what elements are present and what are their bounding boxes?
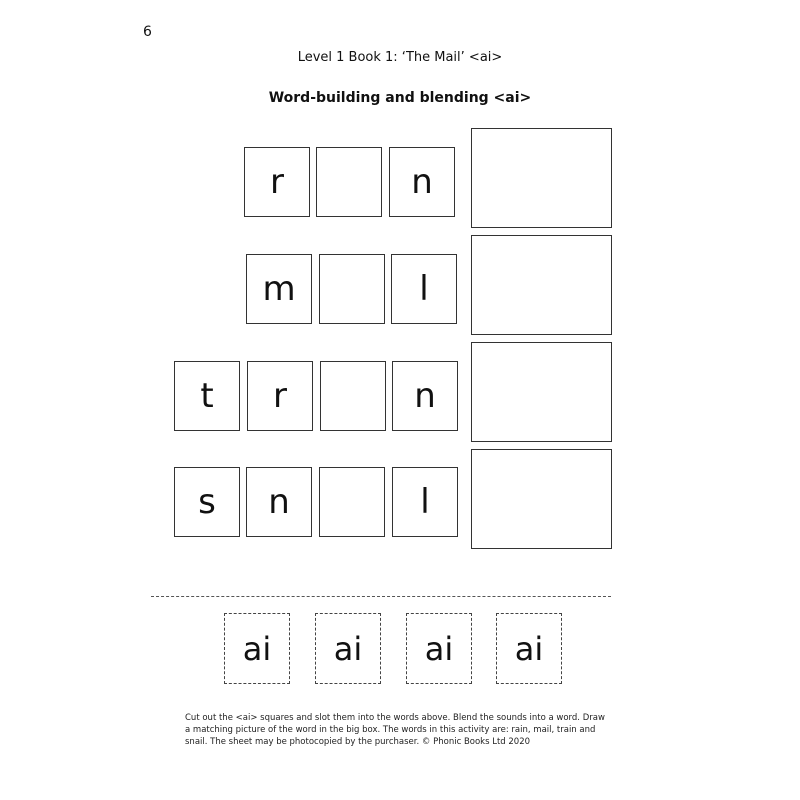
letter-tile: n (389, 147, 455, 217)
book-header: Level 1 Book 1: ‘The Mail’ <ai> (297, 50, 503, 65)
blank-slot (320, 361, 386, 431)
letter-tile: r (244, 147, 310, 217)
blank-slot (319, 254, 385, 324)
instructions-text: Cut out the <ai> squares and slot them into the words above. Blend the sounds into a word. Draw a matching picture of the word in the big box. The words in this activity are: rain, mail, train and snail. The sheet may be photocopied by the purchaser. © Phonic Books Ltd 2020 (185, 713, 605, 747)
letter-tile: t (174, 361, 240, 431)
letter-tile: l (391, 254, 457, 324)
page-number: 6 (143, 24, 152, 40)
letter-tile: n (246, 467, 312, 537)
picture-box (471, 449, 612, 549)
blank-slot (316, 147, 382, 217)
blank-slot (319, 467, 385, 537)
picture-box (471, 128, 612, 228)
picture-box (471, 235, 612, 335)
letter-tile: n (392, 361, 458, 431)
cut-line (151, 596, 611, 597)
letter-tile: l (392, 467, 458, 537)
letter-tile: r (247, 361, 313, 431)
ai-cutout-tile: ai (315, 613, 381, 684)
ai-cutout-tile: ai (496, 613, 562, 684)
ai-cutout-tile: ai (406, 613, 472, 684)
letter-tile: m (246, 254, 312, 324)
letter-tile: s (174, 467, 240, 537)
ai-cutout-tile: ai (224, 613, 290, 684)
picture-box (471, 342, 612, 442)
worksheet-title: Word-building and blending <ai> (268, 90, 532, 106)
